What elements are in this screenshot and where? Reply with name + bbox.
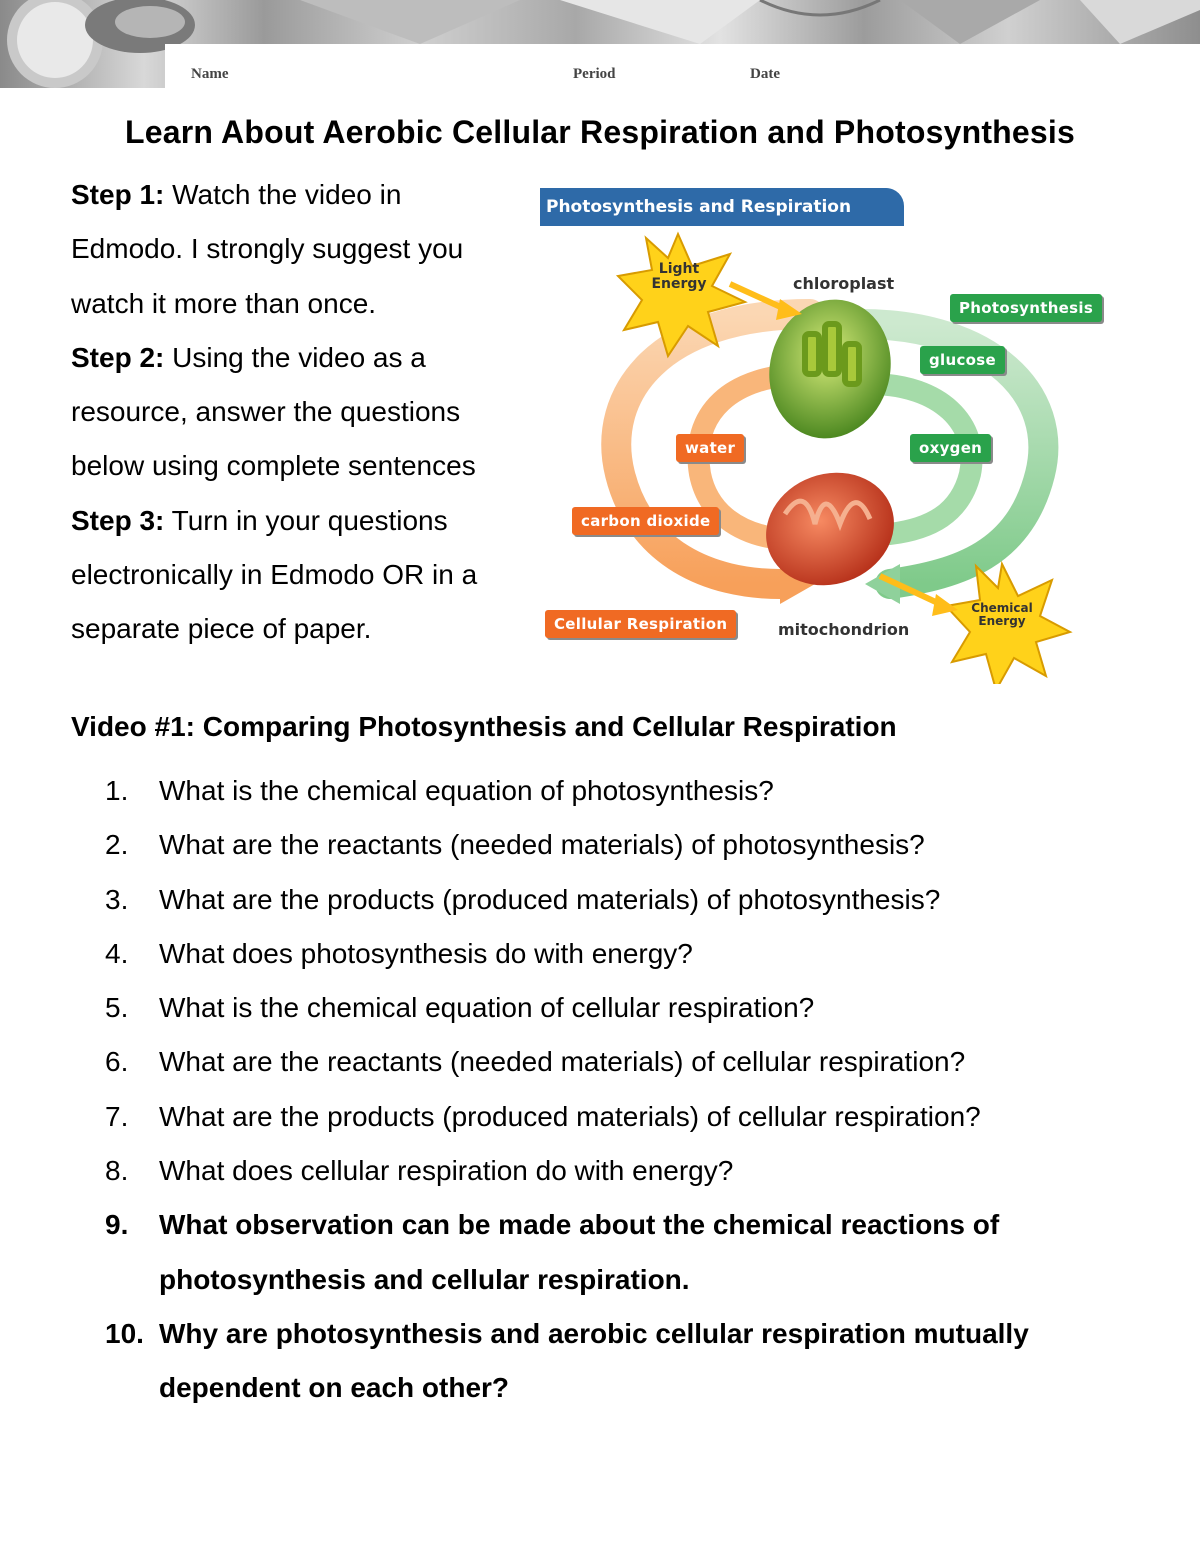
step-1-label: Step 1:: [71, 179, 165, 210]
name-label: Name: [191, 66, 229, 82]
oxygen-label: oxygen: [910, 434, 991, 462]
question-text: What are the reactants (needed materials) of cellular respiration?: [159, 1046, 966, 1078]
question-text: What are the products (produced materials) of cellular respiration?: [159, 1100, 981, 1132]
question-item: [100, 981, 1140, 1035]
question-text: What are the products (produced materials) of photosynthesis?: [159, 883, 941, 915]
header-field-strip: [165, 44, 1200, 88]
step-3-label: Step 3:: [71, 504, 165, 536]
step-2-text: Using the video as a resource, answer the questions below using complete sentences: [71, 341, 476, 482]
question-item: [100, 873, 1140, 927]
step-3: [71, 494, 521, 657]
step-1-text: Watch the video in Edmodo. I strongly suggest you watch it more than once.: [71, 179, 464, 319]
question-number: 6.: [105, 1046, 129, 1078]
carbon-dioxide-label: carbon dioxide: [572, 507, 719, 535]
question-text: What observation can be made about the chemical reactions of photosynthesis and cellular respiration.: [159, 1209, 1000, 1295]
photosynthesis-label: Photosynthesis: [950, 294, 1102, 322]
date-label: Date: [750, 66, 780, 82]
question-list: [100, 764, 1140, 1416]
question-number: 5.: [105, 992, 129, 1024]
step-2: [71, 331, 521, 494]
question-number: 10.: [105, 1317, 144, 1349]
question-item: [100, 1198, 1140, 1307]
glucose-label: glucose: [920, 346, 1005, 374]
question-number: 9.: [105, 1209, 129, 1241]
question-item: [100, 764, 1140, 818]
diagram-title: Photosynthesis and Respiration Cycle: [540, 188, 904, 226]
question-text: What is the chemical equation of photosynthesis?: [159, 775, 774, 806]
period-label: Period: [573, 66, 616, 82]
video-heading: Video #1: Comparing Photosynthesis and Cellular Respiration: [71, 711, 897, 742]
light-energy-text: Light Energy: [651, 261, 707, 293]
question-item: [100, 1144, 1140, 1198]
chloroplast-label: chloroplast: [793, 274, 895, 293]
question-text: What does photosynthesis do with energy?: [159, 937, 693, 969]
question-text: Why are photosynthesis and aerobic cellular respiration mutually dependent on each other?: [159, 1317, 1029, 1404]
question-number: 1.: [105, 775, 129, 806]
question-item: [100, 1090, 1140, 1144]
question-text: What are the reactants (needed materials) of photosynthesis?: [159, 829, 925, 861]
question-item: [100, 818, 1140, 872]
step-3-text: Turn in your questions electronically in Edmodo OR in a separate piece of paper.: [71, 504, 478, 645]
chemical-energy-text: Chemical Energy: [971, 601, 1033, 629]
step-1: [71, 168, 521, 331]
instruction-steps: [71, 168, 521, 657]
question-item: [100, 1307, 1140, 1416]
page-title: Learn About Aerobic Cellular Respiration and Photosynthesis: [124, 114, 1076, 150]
step-2-label: Step 2:: [71, 341, 165, 373]
mitochondrion-label: mitochondrion: [778, 620, 910, 639]
question-number: 4.: [105, 937, 129, 969]
cellular-respiration-label: Cellular Respiration: [545, 610, 736, 638]
question-text: What does cellular respiration do with energy?: [159, 1155, 734, 1187]
question-item: [100, 1035, 1140, 1089]
question-text: What is the chemical equation of cellular respiration?: [159, 992, 815, 1024]
question-number: 8.: [105, 1155, 129, 1187]
question-item: [100, 927, 1140, 981]
photosynthesis-respiration-diagram: [540, 184, 1130, 684]
water-label: water: [676, 434, 744, 462]
question-number: 7.: [105, 1100, 129, 1132]
question-number: 2.: [105, 829, 129, 861]
question-number: 3.: [105, 883, 129, 915]
